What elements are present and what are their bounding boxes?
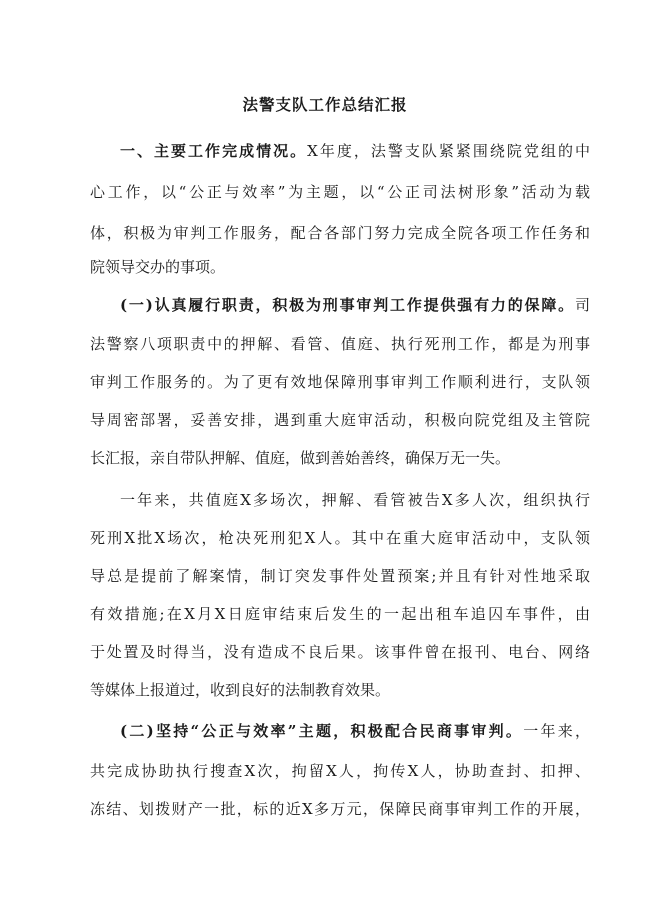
paragraph-line: 法警察八项职责中的押解、看管、值庭、执行死刑工作，都是为刑事 <box>90 335 590 353</box>
section-heading: (一)认真履行职责，积极为刑事审判工作提供强有力的保障。 <box>120 296 575 314</box>
document-title: 法警支队工作总结汇报 <box>242 95 408 114</box>
paragraph-line <box>120 720 590 741</box>
paragraph-line: 心工作，以“公正与效率”为主题，以“公正司法树形象”活动为载 <box>90 183 590 201</box>
paragraph-line: 共完成协助执行搜查X次，拘留X人，拘传X人，协助查封、扣押、 <box>90 762 590 780</box>
paragraph-line: 死刑X批X场次，枪决死刑犯X人。其中在重大庭审活动中，支队领 <box>90 529 590 547</box>
paragraph-line: 冻结、划拨财产一批，标的近X多万元，保障民商事审判工作的开展， <box>90 800 590 818</box>
paragraph-text: 一年来， <box>523 722 590 740</box>
paragraph-line: 院领导交办的事项。 <box>90 258 226 276</box>
paragraph-line <box>120 140 590 161</box>
section-heading: (二)坚持“公正与效率”主题，积极配合民商事审判。 <box>120 722 524 740</box>
paragraph-line: 一年来，共值庭X多场次，押解、看管被告X多人次，组织执行 <box>120 491 590 509</box>
paragraph-line: 导周密部署，妥善安排，遇到重大庭审活动，积极向院党组及主管院 <box>90 411 590 429</box>
paragraph-text: X年度，法警支队紧紧围绕院党组的中 <box>307 142 590 160</box>
paragraph-line: 于处置及时得当，没有造成不良后果。该事件曾在报刊、电台、网络 <box>90 643 590 661</box>
section-heading: 一、主要工作完成情况。 <box>120 142 308 160</box>
paragraph-line: 审判工作服务的。为了更有效地保障刑事审判工作顺利进行，支队领 <box>90 373 590 391</box>
paragraph-line: 导总是提前了解案情，制订突发事件处置预案;并且有针对性地采取 <box>90 567 590 585</box>
paragraph-line <box>120 294 590 315</box>
paragraph-line: 长汇报，亲自带队押解、值庭，做到善始善终，确保万无一失。 <box>90 449 511 467</box>
paragraph-line: 有效措施;在X月X日庭审结束后发生的一起出租车追囚车事件，由 <box>90 605 590 623</box>
paragraph-text: 司 <box>574 296 590 314</box>
paragraph-line: 等媒体上报道过，收到良好的法制教育效果。 <box>90 681 391 699</box>
paragraph-line: 体，积极为审判工作服务，配合各部门努力完成全院各项工作任务和 <box>90 224 590 242</box>
